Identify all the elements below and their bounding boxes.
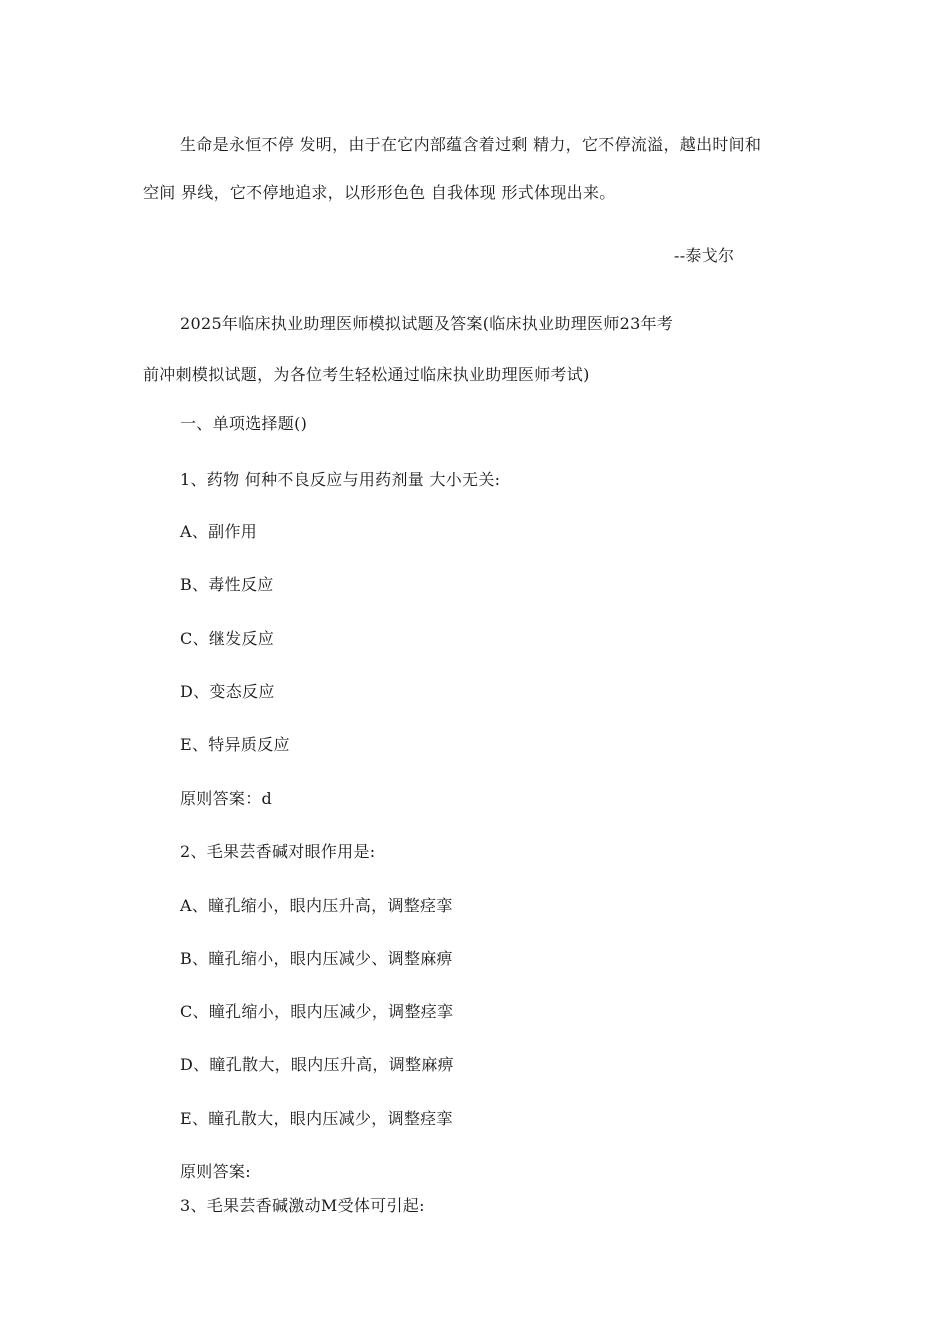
section-heading: 一、单项选择题() [180,414,308,433]
quote-author: --泰戈尔 [674,246,735,265]
question-2-answer: 原则答案: [180,1162,251,1181]
question-2-option-a: A、瞳孔缩小，眼内压升高，调整痉挛 [180,896,453,915]
question-1-option-d: D、变态反应 [180,682,275,701]
question-2-option-e: E、瞳孔散大，眼内压减少，调整痉挛 [180,1109,453,1128]
doc-title-line-2: 前冲刺模拟试题，为各位考生轻松通过临床执业助理医师考试) [143,365,590,384]
question-1-answer: 原则答案：d [180,789,273,808]
question-1-option-b: B、毒性反应 [180,575,274,594]
question-1-option-a: A、副作用 [180,522,258,541]
question-1-option-c: C、继发反应 [180,629,275,648]
quote-line-1: 生命是永恒不停 发明，由于在它内部蕴含着过剩 精力，它不停流溢，越出时间和 [180,135,762,154]
question-1-stem: 1、药物 何种不良反应与用药剂量 大小无关: [180,470,501,489]
question-2-option-b: B、瞳孔缩小，眼内压减少、调整麻痹 [180,949,453,968]
question-2-option-c: C、瞳孔缩小，眼内压减少，调整痉挛 [180,1002,454,1021]
quote-line-2: 空间 界线，它不停地追求，以形形色色 自我体现 形式体现出来。 [143,183,616,202]
question-3-stem: 3、毛果芸香碱激动M受体可引起: [180,1196,425,1215]
question-2-option-d: D、瞳孔散大，眼内压升高，调整麻痹 [180,1055,454,1074]
question-2-stem: 2、毛果芸香碱对眼作用是: [180,842,376,861]
doc-title-line-1: 2025年临床执业助理医师模拟试题及答案(临床执业助理医师23年考 [180,314,674,333]
question-1-option-e: E、特异质反应 [180,735,290,754]
